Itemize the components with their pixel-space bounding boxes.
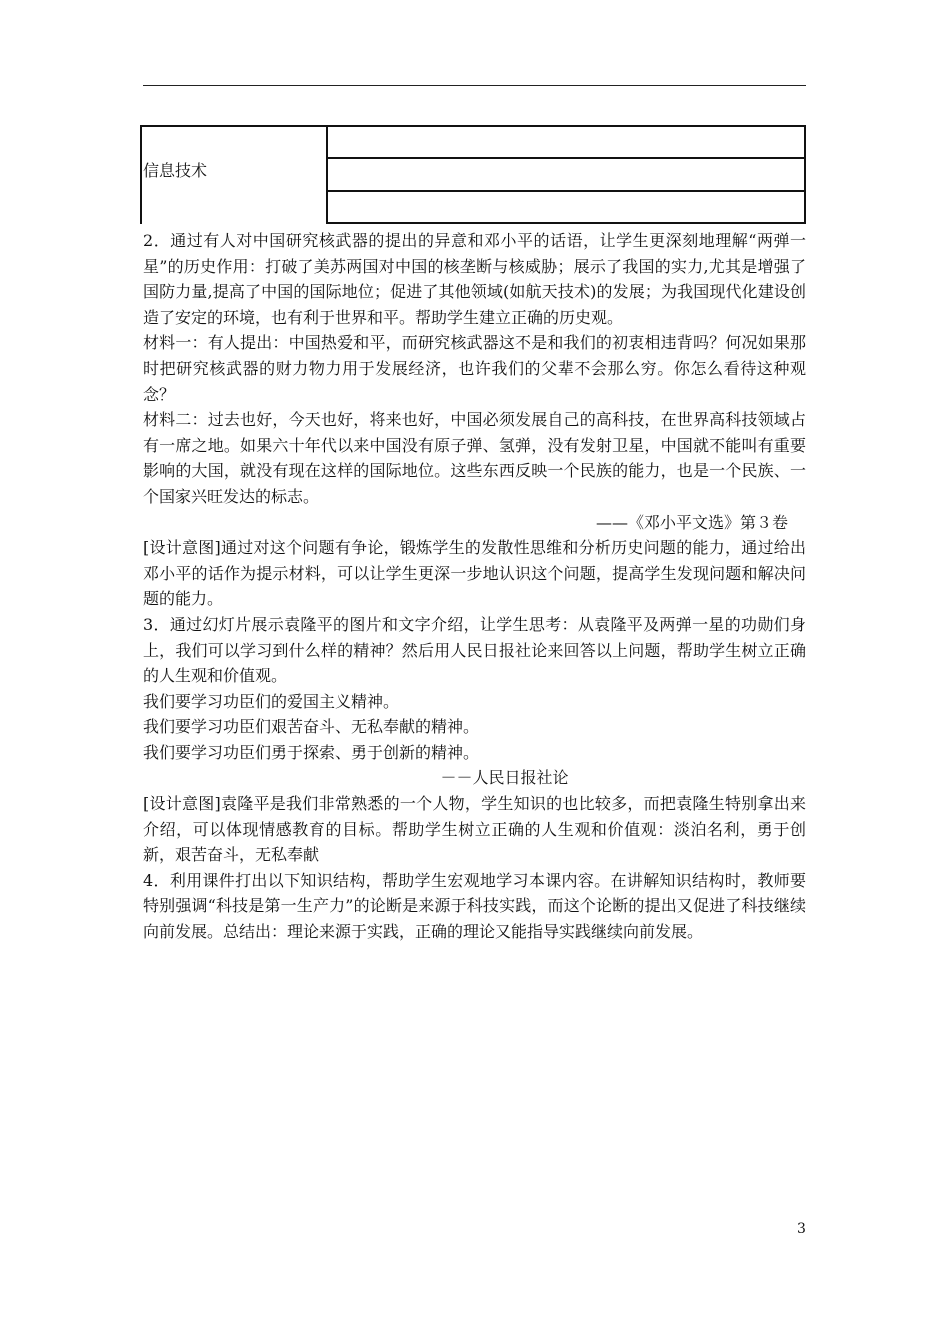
table-border-left — [140, 125, 142, 224]
paragraph: 材料二：过去也好，今天也好，将来也好，中国必须发展自己的高科技，在世界高科技领域占有一席之地。如果六十年代以来中国没有原子弹、氢弹，没有发射卫星，中国就不能叫有重要影响的大国，就没有现在这样的国际地位。这些东西反映一个民族的能力，也是一个民族、一个国家兴旺发达的标志。 — [143, 410, 806, 506]
table-row-divider — [326, 190, 806, 192]
paragraph: 材料一：有人提出：中国热爱和平，而研究核武器这不是和我们的初衷相违背吗？何况如果那时把研究核武器的财力物力用于发展经济，也许我们的父辈不会那么穷。你怎么看待这种观念？ — [143, 333, 806, 404]
page-number: 3 — [797, 1221, 806, 1237]
paragraph: 3．通过幻灯片展示袁隆平的图片和文字介绍，让学生思考：从袁隆平及两弹一星的功勋们身上，我们可以学习到什么样的精神？然后用人民日报社论来回答以上问题，帮助学生树立正确的人生观和价值观。 — [143, 614, 806, 686]
paragraph: [设计意图]袁隆平是我们非常熟悉的一个人物，学生知识的也比较多，而把袁隆生特别拿出来介绍，可以体现情感教育的目标。帮助学生树立正确的人生观和价值观：淡泊名利，勇于创新，艰苦奋斗，无私奉献 — [143, 794, 806, 865]
paragraph: [设计意图]通过对这个问题有争论，锻炼学生的发散性思维和分析历史问题的能力，通过给出邓小平的话作为提示材料，可以让学生更深一步地认识这个问题，提高学生发现问题和解决问题的能力。 — [143, 538, 806, 609]
paragraph: 4．利用课件打出以下知识结构，帮助学生宏观地学习本课内容。在讲解知识结构时，教师要特别强调“科技是第一生产力”的论断是来源于科技实践，而这个论断的提出又促进了科技继续向前发展。总结出：理论来源于实践，正确的理论又能指导实践继续向前发展。 — [143, 870, 806, 942]
paragraph: 2．通过有人对中国研究核武器的提出的异意和邓小平的话语，让学生更深刻地理解“两弹一星”的历史作用：打破了美苏两国对中国的核垄断与核威胁；展示了我国的实力,尤其是增强了国防力量,提高了中国的国际地位；促进了其他领域(如航天技术)的发展；为我国现代化建设创造了安定的环境，也有利于世界和平。帮助学生建立正确的历史观。 — [143, 231, 806, 327]
table-row-divider — [326, 157, 806, 159]
header-rule — [143, 85, 806, 86]
paragraph: 我们要学习功臣们艰苦奋斗、无私奉献的精神。 — [143, 717, 480, 737]
body-text — [143, 228, 806, 945]
citation: －－人民日报社论 — [440, 768, 569, 788]
citation: ——《邓小平文选》第３卷 — [595, 512, 788, 532]
subject-table — [140, 125, 806, 224]
paragraph: 我们要学习功臣们勇于探索、勇于创新的精神。 — [143, 742, 480, 762]
table-border-top — [140, 125, 806, 127]
table-border-bottom — [326, 222, 806, 224]
table-cell-label: 信息技术 — [143, 161, 208, 180]
table-border-middle — [326, 125, 328, 224]
table-border-right — [804, 125, 806, 224]
paragraph: 我们要学习功臣们的爱国主义精神。 — [143, 691, 400, 711]
